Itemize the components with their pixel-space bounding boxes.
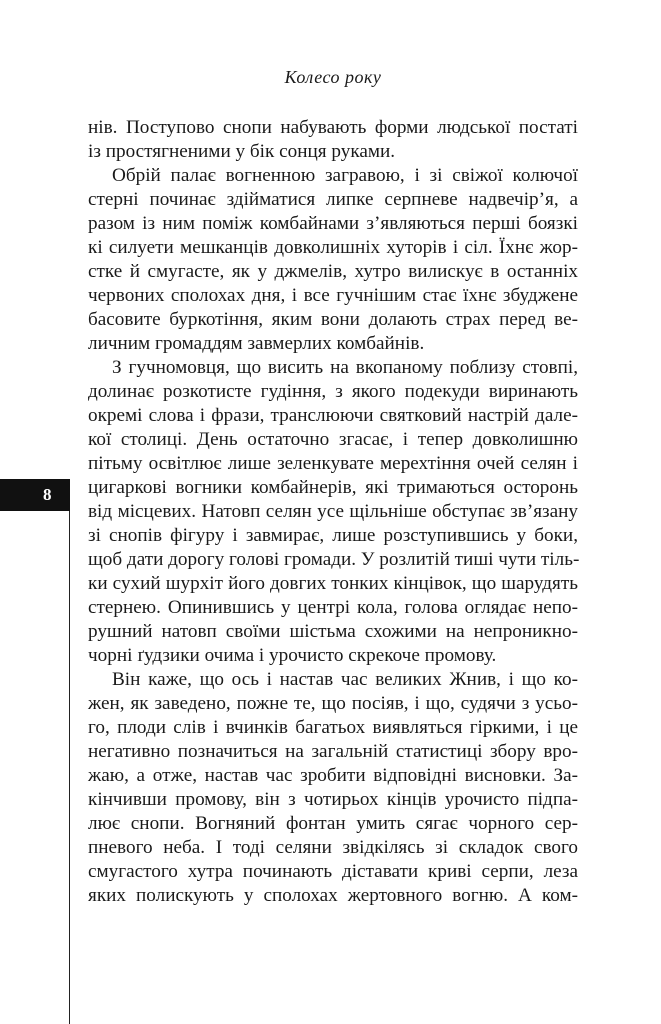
text-line: долинає розкотисте гудіння, з якого подекуди виринають: [88, 381, 578, 402]
text-line: негативно позначиться на загальній статистиці збору вро-: [88, 741, 578, 762]
text-line: пневого неба. І тоді селяни звідкілясь зі складок свого: [88, 837, 578, 858]
margin-rule: [69, 511, 70, 1024]
text-line: яких полискують у сполохах жертовного вогню. А ком-: [88, 885, 578, 906]
text-line: стке й смугасте, як у джмелів, хутро вилискує в останніх: [88, 261, 578, 282]
text-line: басовите буркотіння, яким вони долають страх перед ве-: [88, 309, 578, 330]
text-line: кінчивши промову, він з чотирьох кінців урочисто підпа-: [88, 789, 578, 810]
page-number-tab: [0, 479, 70, 511]
text-line: стерні починає здійматися липке серпневе надвечір’я, а: [88, 189, 578, 210]
text-line: Він каже, що ось і настав час великих Жнив, і що ко-: [112, 669, 578, 690]
text-line: окремі слова і фрази, транслюючи святковий настрій дале-: [88, 405, 578, 426]
text-line: чорні ґудзики очима і урочисто скрекоче промову.: [88, 645, 497, 666]
text-line: цигаркові вогники комбайнерів, які тримаються осторонь: [88, 477, 578, 498]
text-line: жен, як заведено, пожне те, що посіяв, і що, судячи з усьо-: [88, 693, 578, 714]
body-text: [88, 116, 578, 908]
text-line: зі снопів фігуру і завмирає, лише розступившись у боки,: [88, 525, 578, 546]
page-number: 8: [43, 485, 52, 504]
text-line: із простягненими у бік сонця руками.: [88, 141, 396, 162]
text-line: нів. Поступово снопи набувають форми людської постаті: [88, 117, 578, 138]
text-line: разом із ним поміж комбайнами з’являються перші боязкі: [88, 213, 578, 234]
text-line: лює снопи. Вогняний фонтан умить сягає чорного сер-: [88, 813, 578, 834]
text-line: щоб дати дорогу голові громади. У розлитій тиші чути тіль-: [88, 549, 580, 570]
text-line: Обрій палає вогненною загравою, і зі свіжої колючої: [112, 165, 578, 186]
text-line: від місцевих. Натовп селян усе щільніше обступає зв’язану: [88, 501, 578, 522]
running-head: Колесо року: [284, 67, 382, 87]
text-line: ки сухий шурхіт його довгих тонких кінцівок, що шарудять: [88, 573, 578, 594]
text-line: жаю, а отже, настав час зробити відповідні висновки. За-: [88, 765, 578, 786]
text-line: смугастого хутра починають діставати криві серпи, леза: [88, 861, 578, 882]
text-line: личним громаддям завмерлих комбайнів.: [88, 333, 425, 354]
text-line: пітьму освітлює лише зеленкувате мерехтіння очей селян і: [88, 453, 578, 474]
text-line: стернею. Опинившись у центрі кола, голова оглядає непо-: [88, 597, 578, 618]
text-line: рушний натовп своїми шістьма схожими на непроникно-: [88, 621, 578, 642]
text-line: кої столиці. День остаточно згасає, і тепер довколишню: [88, 429, 578, 450]
text-line: кі силуети мешканців довколишніх хуторів і сіл. Їхнє жор-: [88, 237, 578, 258]
text-line: червоних сполохах дня, і все гучнішим стає їхнє збуджене: [88, 285, 578, 306]
text-line: го, плоди слів і вчинків багатьох виявляться гіркими, і це: [88, 717, 578, 738]
text-line: З гучномовця, що висить на вкопаному поблизу стовпі,: [112, 357, 578, 378]
